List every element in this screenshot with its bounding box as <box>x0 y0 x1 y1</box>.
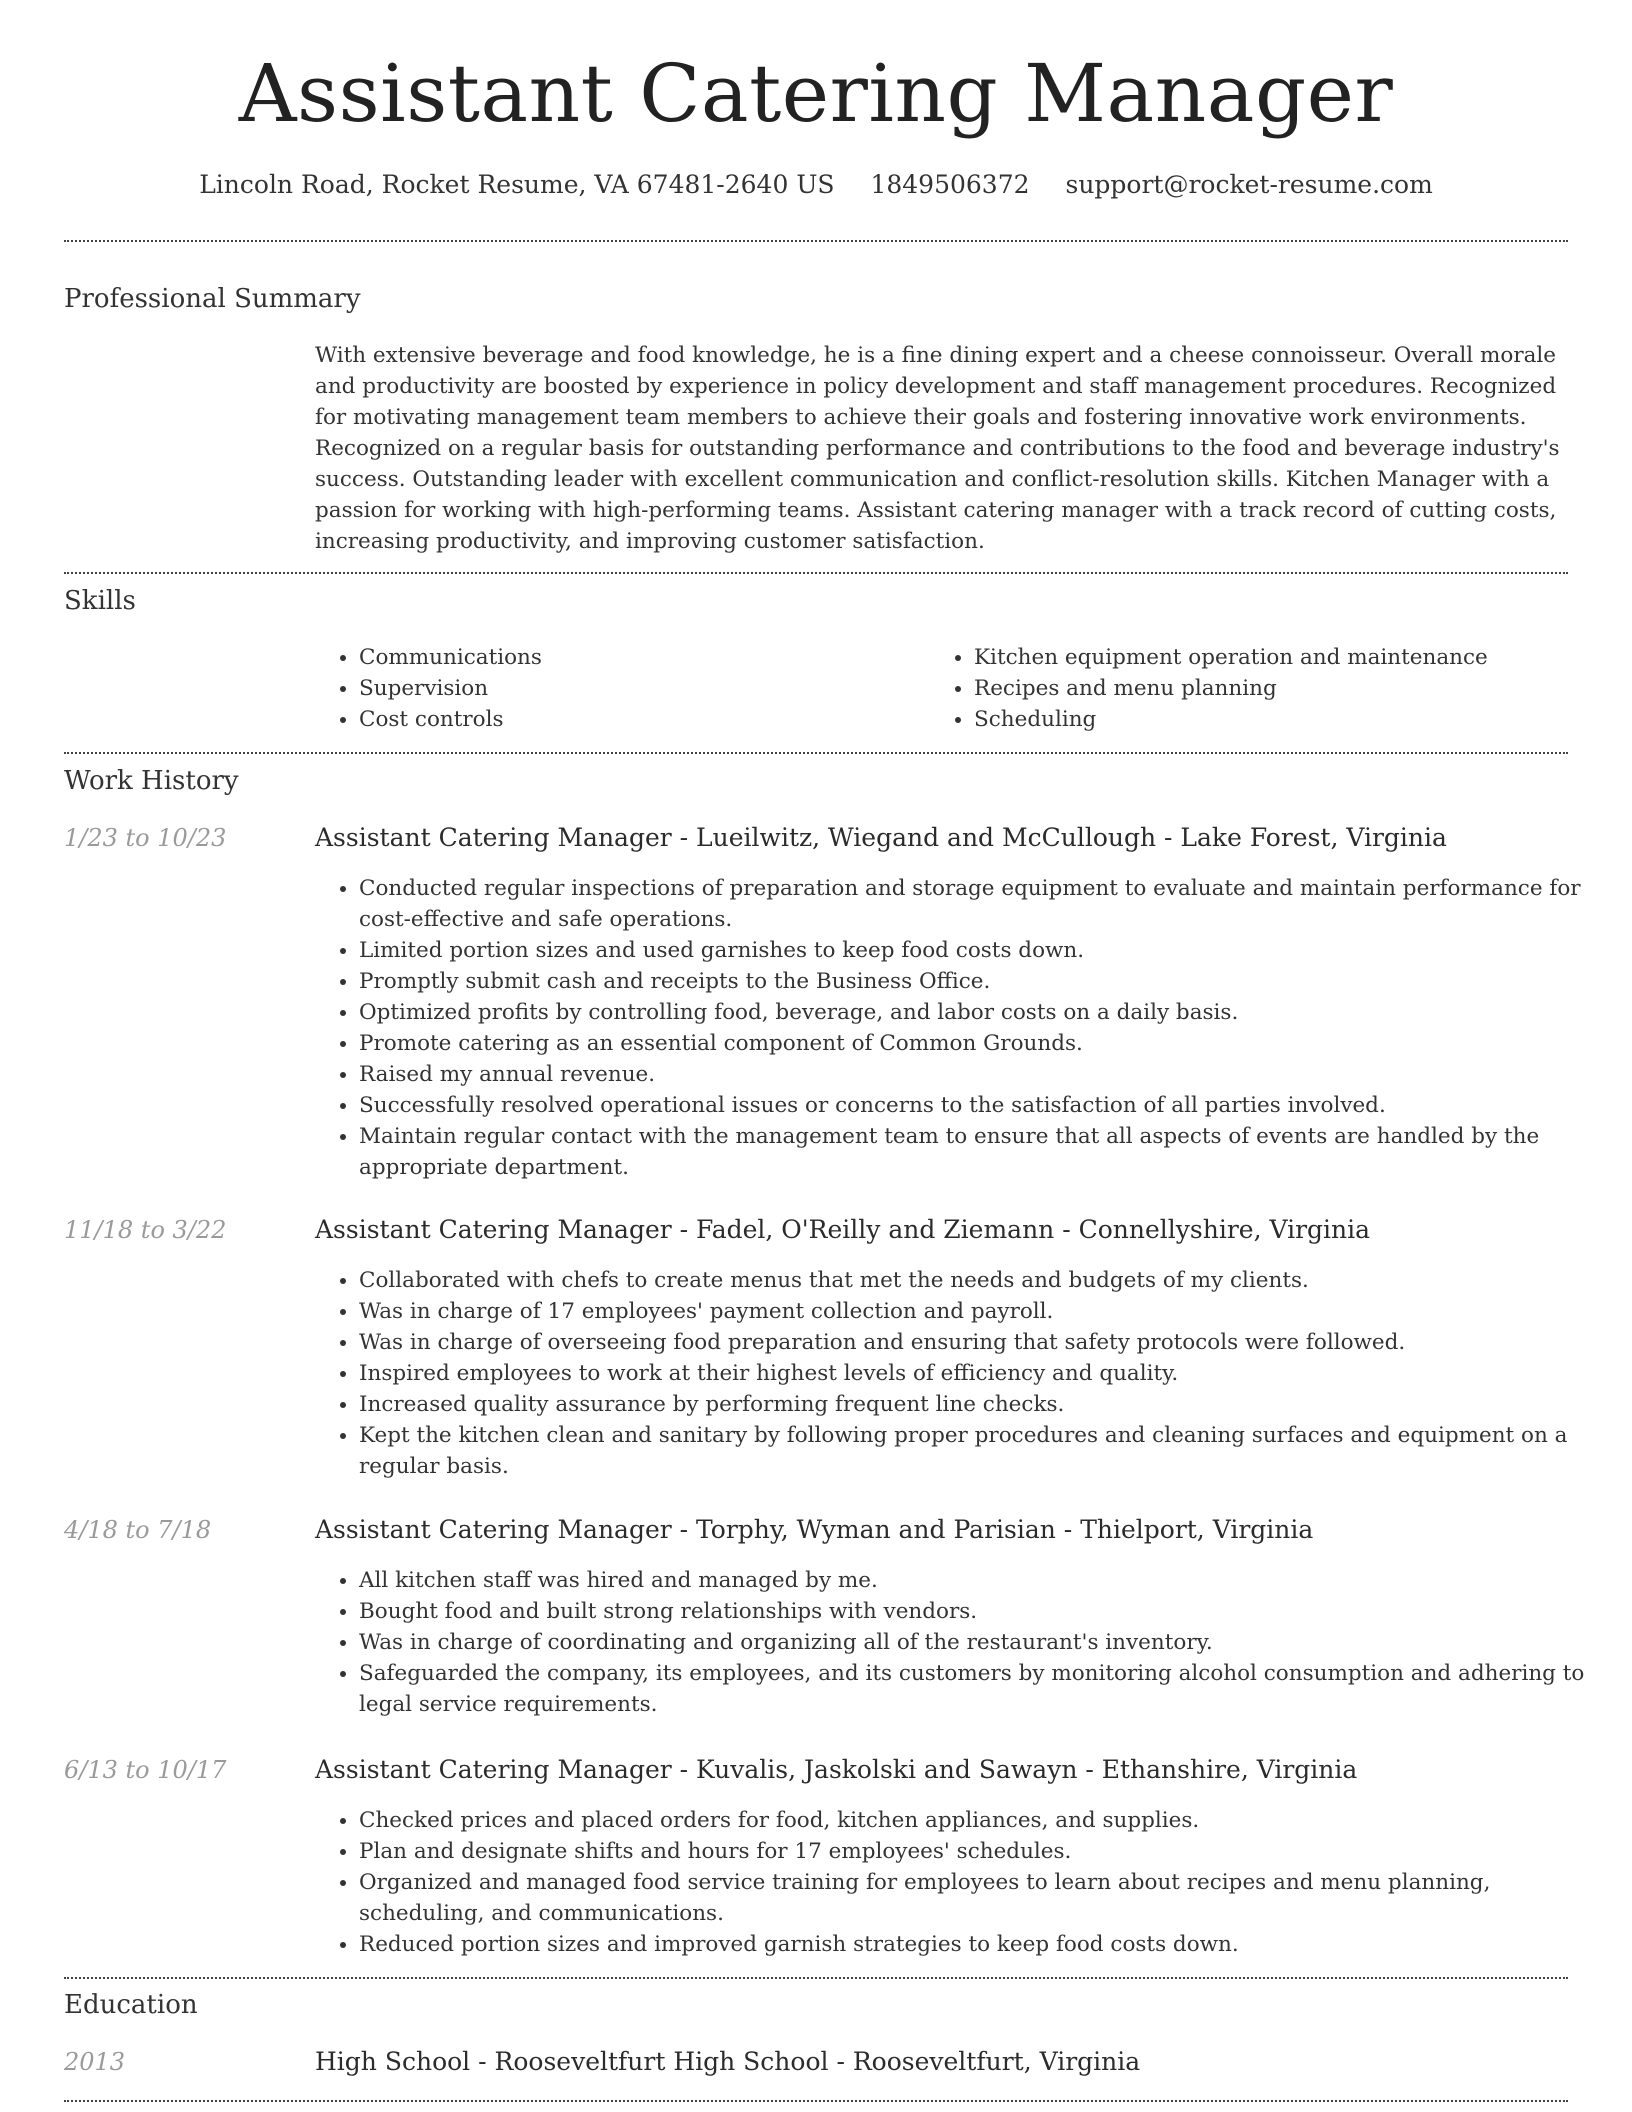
section-title-work: Work History <box>64 766 239 796</box>
job-bullet: • Promptly submit cash and receipts to the Business Office. <box>359 966 1613 997</box>
job-bullet: • Optimized profits by controlling food, beverage, and labor costs on a daily basis. <box>359 997 1613 1028</box>
divider <box>64 240 1568 242</box>
job-dates: 6/13 to 10/17 <box>64 1756 227 1784</box>
job-bullets <box>315 1805 1613 1960</box>
divider <box>64 1977 1568 1979</box>
job-bullet: • Checked prices and placed orders for food, kitchen appliances, and supplies. <box>359 1805 1613 1836</box>
candidate-name: Assistant Catering Manager <box>238 47 1394 140</box>
job-bullet: • Was in charge of overseeing food preparation and ensuring that safety protocols were followed. <box>359 1327 1613 1358</box>
job-bullet: • Conducted regular inspections of preparation and storage equipment to evaluate and maintain performance for cost-effective and safe operations. <box>359 873 1613 935</box>
job-bullet: • Promote catering as an essential component of Common Grounds. <box>359 1028 1613 1059</box>
divider <box>64 752 1568 754</box>
skill-item: • Cost controls <box>359 704 919 735</box>
job-bullet: • Plan and designate shifts and hours for 17 employees' schedules. <box>359 1836 1613 1867</box>
skill-item: • Scheduling <box>974 704 1574 735</box>
job-bullet: • Maintain regular contact with the management team to ensure that all aspects of events are handled by the appropriate department. <box>359 1121 1613 1183</box>
skills-list-right <box>930 642 1574 735</box>
skill-item: • Supervision <box>359 673 919 704</box>
job-bullet: • All kitchen staff was hired and managed by me. <box>359 1565 1613 1596</box>
divider <box>64 572 1568 574</box>
job-bullet: • Organized and managed food service training for employees to learn about recipes and menu planning, scheduling, and communications. <box>359 1867 1613 1929</box>
skills-list-left <box>315 642 919 735</box>
section-title-summary: Professional Summary <box>64 284 361 314</box>
job-bullet: • Reduced portion sizes and improved garnish strategies to keep food costs down. <box>359 1929 1613 1960</box>
contact-phone: 1849506372 <box>870 170 1030 199</box>
job-bullet: • Raised my annual revenue. <box>359 1059 1613 1090</box>
contact-line <box>0 170 1632 199</box>
section-title-education: Education <box>64 1990 198 2020</box>
section-title-skills: Skills <box>64 586 136 616</box>
job-title: Assistant Catering Manager - Torphy, Wyman and Parisian - Thielport, Virginia <box>315 1515 1314 1544</box>
skill-item: • Recipes and menu planning <box>974 673 1574 704</box>
job-bullet: • Inspired employees to work at their highest levels of efficiency and quality. <box>359 1358 1613 1389</box>
skill-item: • Communications <box>359 642 919 673</box>
education-year: 2013 <box>64 2048 126 2076</box>
job-title: Assistant Catering Manager - Lueilwitz, Wiegand and McCullough - Lake Forest, Virginia <box>315 823 1447 852</box>
divider <box>64 2100 1568 2102</box>
job-dates: 1/23 to 10/23 <box>64 824 227 852</box>
job-dates: 4/18 to 7/18 <box>64 1516 212 1544</box>
job-bullets <box>315 1265 1613 1482</box>
contact-address: Lincoln Road, Rocket Resume, VA 67481-2640 US <box>199 170 835 199</box>
education-degree: High School - Rooseveltfurt High School - Rooseveltfurt, Virginia <box>315 2047 1141 2076</box>
job-bullet: • Bought food and built strong relationships with vendors. <box>359 1596 1613 1627</box>
job-title: Assistant Catering Manager - Fadel, O'Reilly and Ziemann - Connellyshire, Virginia <box>315 1215 1371 1244</box>
job-bullets <box>315 873 1613 1183</box>
job-bullet: • Increased quality assurance by performing frequent line checks. <box>359 1389 1613 1420</box>
job-bullets <box>315 1565 1613 1720</box>
job-bullet: • Was in charge of coordinating and organizing all of the restaurant's inventory. <box>359 1627 1613 1658</box>
job-bullet: • Limited portion sizes and used garnishes to keep food costs down. <box>359 935 1613 966</box>
job-bullet: • Safeguarded the company, its employees, and its customers by monitoring alcohol consumption and adhering to legal service requirements. <box>359 1658 1613 1720</box>
job-title: Assistant Catering Manager - Kuvalis, Jaskolski and Sawayn - Ethanshire, Virginia <box>315 1755 1358 1784</box>
job-dates: 11/18 to 3/22 <box>64 1216 227 1244</box>
skill-item: • Kitchen equipment operation and maintenance <box>974 642 1574 673</box>
job-bullet: • Successfully resolved operational issues or concerns to the satisfaction of all parties involved. <box>359 1090 1613 1121</box>
summary-text: With extensive beverage and food knowledge, he is a fine dining expert and a cheese connoisseur. Overall morale and productivity are boosted by experience in policy development and staff management procedures. Recognized for motivating management team members to achieve their goals and fostering innovative work environments. Recognized on a regular basis for outstanding performance and contributions to the food and beverage industry's success. Outstanding leader with excellent communication and conflict-resolution skills. Kitchen Manager with a passion for working with high-performing teams. Assistant catering manager with a track record of cutting costs, increasing productivity, and improving customer satisfaction. <box>315 343 1560 554</box>
job-bullet: • Was in charge of 17 employees' payment collection and payroll. <box>359 1296 1613 1327</box>
contact-email: support@rocket-resume.com <box>1065 170 1433 199</box>
job-bullet: • Kept the kitchen clean and sanitary by following proper procedures and cleaning surfaces and equipment on a regular basis. <box>359 1420 1613 1482</box>
job-bullet: • Collaborated with chefs to create menus that met the needs and budgets of my clients. <box>359 1265 1613 1296</box>
